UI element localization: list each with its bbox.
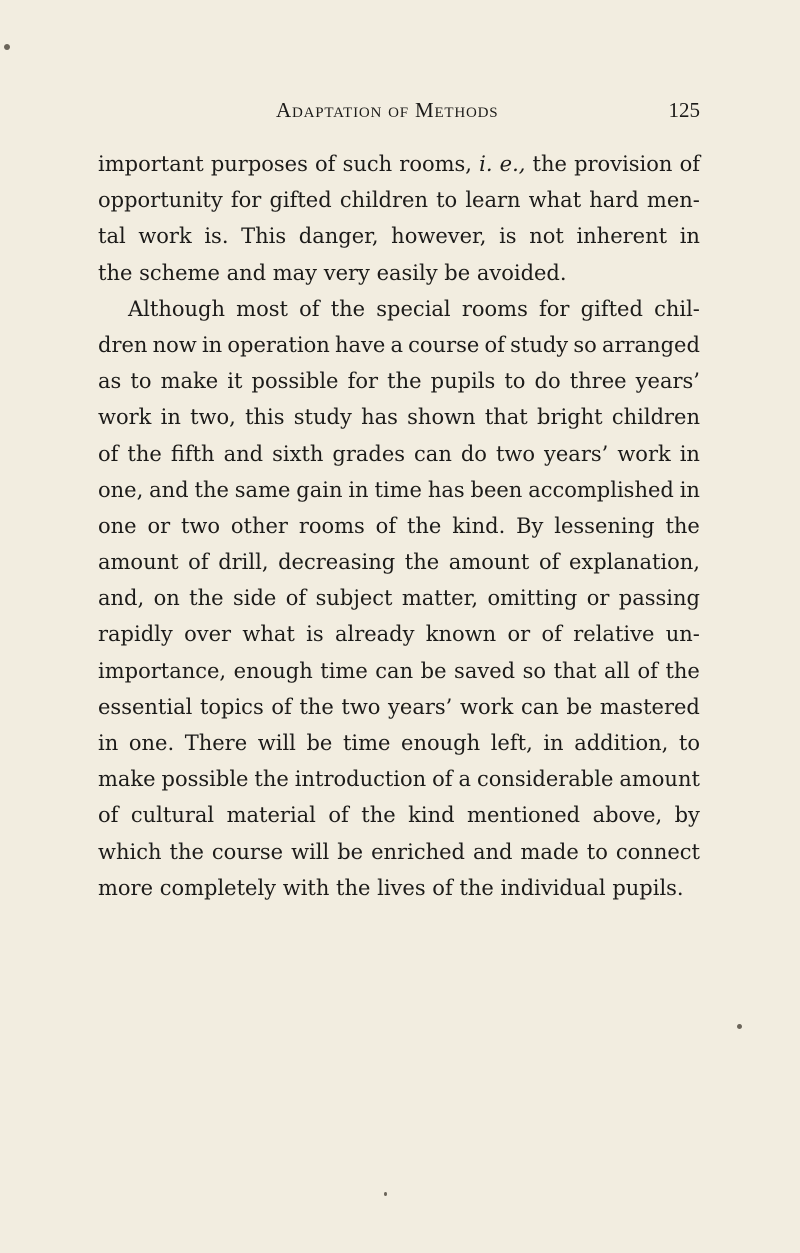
text-line: importance, enough time can be saved so that all of the xyxy=(98,658,700,683)
text-line: one, and the same gain in time has been accomplished in xyxy=(98,477,700,502)
chapter-title: Adaptation of Methods xyxy=(276,98,499,122)
text-line: which the course will be enriched and made to connect xyxy=(98,839,700,864)
text-line: one or two other rooms of the kind. By lessening the xyxy=(98,513,700,538)
text-line: of the fifth and sixth grades can do two years’ work in xyxy=(98,441,700,466)
text-line: make possible the introduction of a considerable amount xyxy=(98,767,700,792)
page-number: 125 xyxy=(668,98,700,122)
running-head xyxy=(276,98,700,134)
text-line: more completely with the lives of the individual pupils. xyxy=(98,875,684,900)
ink-speck xyxy=(384,1192,387,1196)
text-line: rapidly over what is already known or of relative un- xyxy=(98,622,700,647)
body-text xyxy=(98,146,700,906)
text-line: of cultural material of the kind mentioned above, by xyxy=(98,803,700,828)
text-line: opportunity for gifted children to learn what hard men- xyxy=(98,188,700,213)
text-line: and, on the side of subject matter, omitting or passing xyxy=(98,586,700,611)
text-line: as to make it possible for the pupils to do three years’ xyxy=(98,369,700,394)
text-line: Although most of the special rooms for gifted chil- xyxy=(128,296,700,321)
text-line: the scheme and may very easily be avoided. xyxy=(98,260,567,285)
text-line: work in two, this study has shown that bright children xyxy=(98,405,700,430)
text-line: important purposes of such rooms, i. e., the provision of xyxy=(98,152,700,176)
text-line: essential topics of the two years’ work can be mastered xyxy=(98,694,700,719)
text-line: amount of drill, decreasing the amount of explanation, xyxy=(98,550,700,575)
text-line: in one. There will be time enough left, in addition, to xyxy=(98,731,700,755)
ink-speck xyxy=(4,44,10,50)
text-line: tal work is. This danger, however, is not inherent in xyxy=(98,224,700,249)
ink-speck xyxy=(737,1024,742,1029)
text-line: dren now in operation have a course of study so arranged xyxy=(98,332,700,357)
